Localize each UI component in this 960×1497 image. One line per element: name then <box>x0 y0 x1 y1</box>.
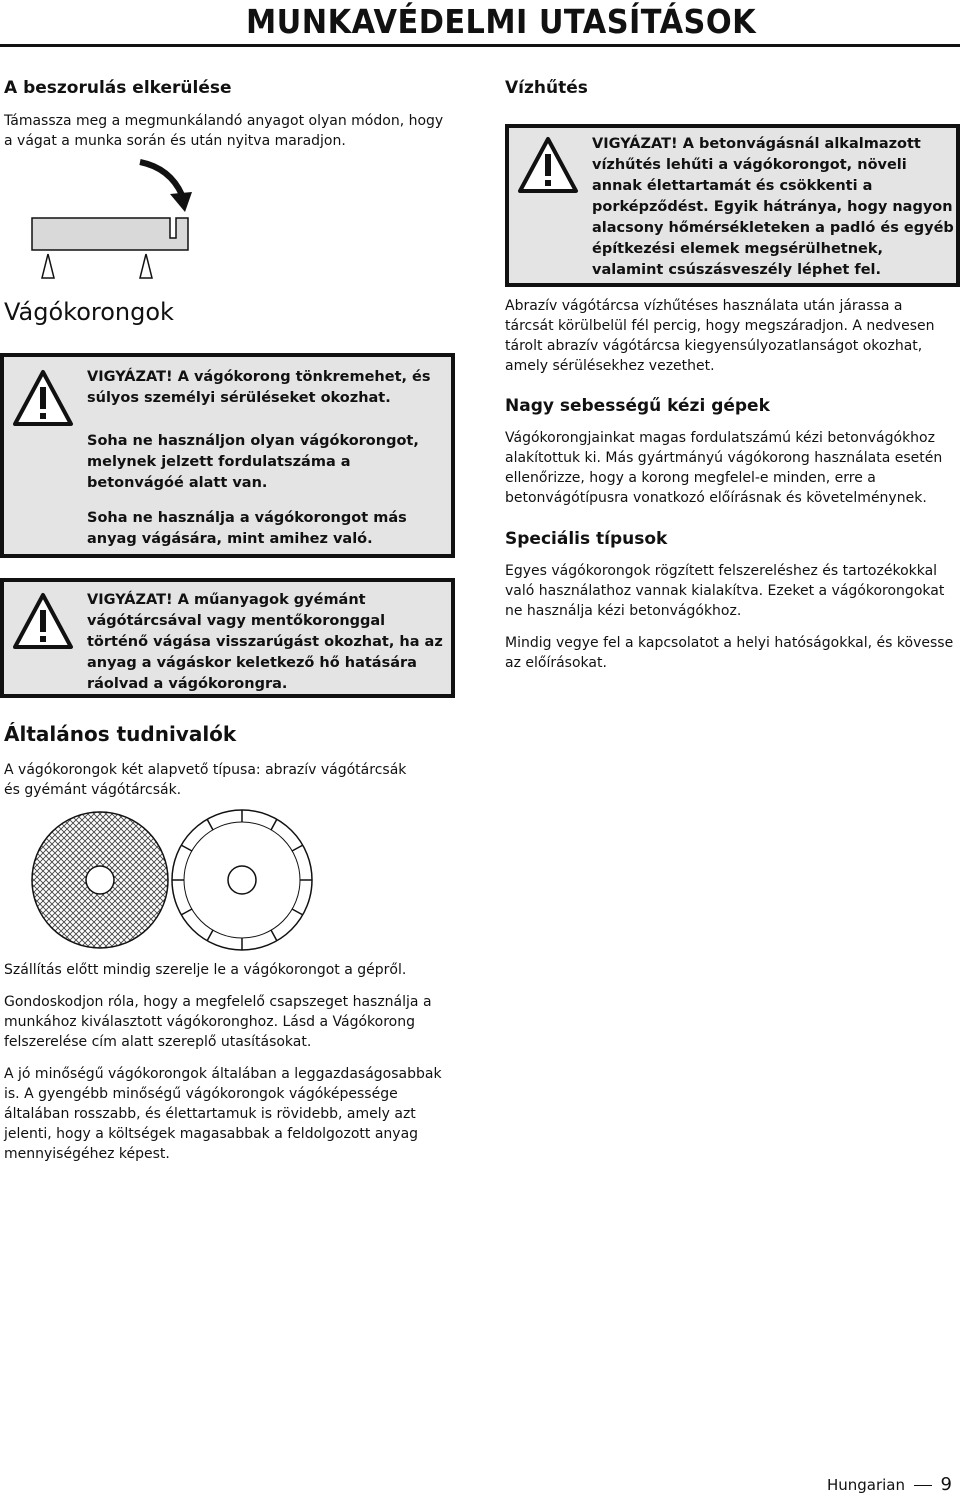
warning-triangle-icon <box>12 592 74 650</box>
spec-text: Egyes vágókorongok rögzített felszereléshez és tartozékokkal való használathoz vannak kialakítva. Ezeket a vágókorongokat ne használja kézi betonvágókhoz. <box>505 563 945 619</box>
warning-triangle-icon <box>517 136 579 194</box>
minoseg-text: A jó minőségű vágókorongok általában a leggazdaságosabbak is. A gyengébb minőségű vágókorongok vágóképessége általában rosszabb, és élettartamuk is rövidebb, amely azt jelenti, hogy a költségek magasabbak a feldolgozott anyag mennyiségéhez képest. <box>4 1066 442 1162</box>
cutting-diagram <box>20 150 210 285</box>
footer-dash <box>914 1485 932 1486</box>
warning-1-line1: VIGYÁZAT! A vágókorong tönkremehet, és súlyos személyi sérüléseket okozhat. <box>87 369 431 406</box>
nagy-text: Vágókorongjainkat magas fordulatszámú kézi betonvágókhoz alakítottuk ki. Más gyártmányú vágókorong használata esetén ellenőrizze, hogy a korong megfelel-e minden, erre a betonvágótípusra vonatkozó előírásnak és követelménynek. <box>505 430 943 506</box>
footer-page-number: 9 <box>940 1474 952 1495</box>
beszorulas-heading: A beszorulás elkerülése <box>4 78 232 98</box>
page-footer <box>827 1474 952 1495</box>
warning-box-1 <box>0 353 455 558</box>
beszorulas-text: Támassza meg a megmunkálandó anyagot olyan módon, hogy a vágat a munka során és után nyitva maradjon. <box>4 113 444 149</box>
warning-2-text: VIGYÁZAT! A műanyagok gyémánt vágótárcsával vagy mentőkoronggal történő vágása visszarúgást okozhat, ha az anyag a vágáskor keletkező hő hatására ráolvad a vágókorongra. <box>87 592 443 692</box>
footer-language: Hungarian <box>826 1476 905 1494</box>
warning-triangle-icon <box>12 369 74 427</box>
altalanos-text: A vágókorongok két alapvető típusa: abrazív vágótárcsák és gyémánt vágótárcsák. <box>4 762 407 798</box>
warning-1-line2: Soha ne használjon olyan vágókorongot, melynek jelzett fordulatszáma a betonvágóé alatt van. <box>87 433 419 491</box>
szallitas-text: Szállítás előtt mindig szerelje le a vágókorongot a gépről. <box>4 962 407 978</box>
spec-heading: Speciális típusok <box>505 529 668 549</box>
abraziv-text: Abrazív vágótárcsa vízhűtéses használata után járassa a tárcsát körülbelül fél percig, hogy megszáradjon. A nedvesen tárolt abrazív vágótárcsa kiegyensúlyozatlanságot okozhat, amely sérülésekhez vezethet. <box>505 298 935 374</box>
warning-box-2 <box>0 578 455 698</box>
warning-box-3 <box>505 124 960 287</box>
title-rule <box>0 44 960 47</box>
abrasive-disc <box>32 812 168 948</box>
vizhutes-heading: Vízhűtés <box>505 78 588 98</box>
page-title: MUNKAVÉDELMI UTASÍTÁSOK <box>246 2 757 41</box>
discs-illustration <box>28 808 328 953</box>
gondoskodjon-text: Gondoskodjon róla, hogy a megfelelő csapszeget használja a munkához kiválasztott vágókoronghoz. Lásd a Vágókorong felszerelése cím alatt szereplő utasításokat. <box>4 994 432 1050</box>
warning-3-text: VIGYÁZAT! A betonvágásnál alkalmazott vízhűtés lehűti a vágókorongot, növeli annak élettartamát és csökkenti a porképződést. Egyik hátránya, hogy nagyon alacsony hőmérsékleteken a padló és egyéb építkezési elemek megsérülhetnek, valamint csúszásveszély léphet fel. <box>592 136 954 278</box>
diamond-disc <box>172 810 312 950</box>
mindig-text: Mindig vegye fel a kapcsolatot a helyi hatóságokkal, és kövesse az előírásokat. <box>505 635 954 671</box>
altalanos-heading: Általános tudnivalók <box>4 722 237 746</box>
warning-1-line3: Soha ne használja a vágókorongot más anyag vágására, mint amihez való. <box>87 510 407 547</box>
vagokorongok-heading: Vágókorongok <box>4 298 174 326</box>
nagy-heading: Nagy sebességű kézi gépek <box>505 396 770 416</box>
